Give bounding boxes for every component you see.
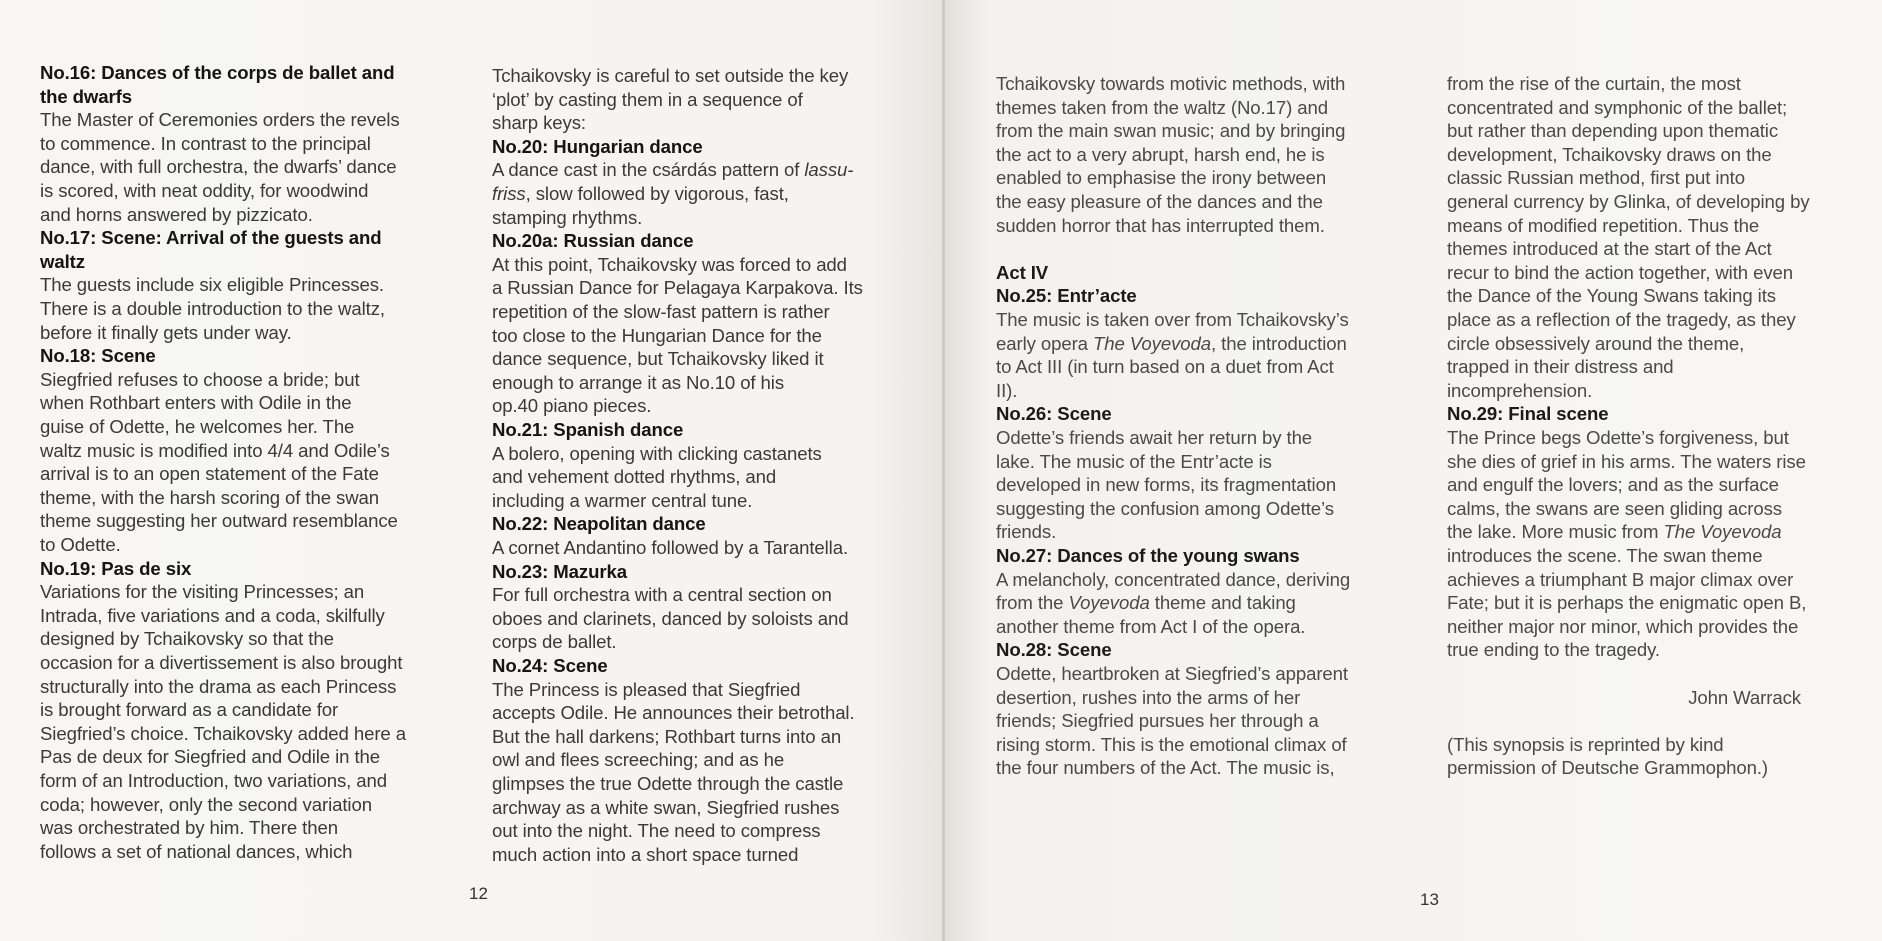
- text-line: sudden horror that has interrupted them.: [996, 214, 1325, 236]
- text-line: she dies of grief in his arms. The waters rise: [1447, 450, 1806, 472]
- text-line: occasion for a divertissement is also brought: [40, 652, 403, 673]
- section-heading: No.22: Neapolitan dance: [492, 513, 706, 535]
- text-line: achieves a triumphant B major climax over: [1447, 568, 1794, 590]
- text-line: was orchestrated by him. There then: [40, 817, 338, 839]
- text-line: the four numbers of the Act. The music is,: [996, 757, 1335, 779]
- text-line: The guests include six eligible Princesses.: [40, 274, 384, 296]
- text-line: glimpses the true Odette through the castle: [492, 773, 844, 794]
- text-line: accepts Odile. He announces their betrothal.: [492, 702, 855, 724]
- text-line: lake. The music of the Entr’acte is: [996, 450, 1272, 472]
- text-line: development, Tchaikovsky draws on the: [1447, 143, 1772, 165]
- text-line: Variations for the visiting Princesses; an: [40, 581, 365, 603]
- text-line: waltz music is modified into 4/4 and Odile’s: [40, 439, 390, 461]
- text-line: trapped in their distress and: [1447, 356, 1674, 378]
- page-number: 12: [469, 884, 488, 903]
- text-line: [996, 591, 1296, 615]
- text-segment: , the introduction: [1211, 332, 1347, 354]
- text-line: [996, 332, 1347, 356]
- text-line: theme, with the harsh scoring of the swan: [40, 486, 380, 508]
- section-heading: waltz: [40, 250, 85, 272]
- section-heading: No.26: Scene: [996, 403, 1112, 425]
- italic-title: Voyevoda: [1068, 592, 1150, 614]
- text-line: ‘plot’ by casting them in a sequence of: [492, 88, 803, 110]
- text-line: repetition of the slow-fast pattern is rather: [492, 301, 830, 322]
- text-line: At this point, Tchaikovsky was forced to add: [492, 253, 847, 275]
- text-line: true ending to the tragedy.: [1447, 639, 1660, 661]
- text-line: calms, the swans are seen gliding across: [1447, 497, 1782, 519]
- section-heading: No.16: Dances of the corps de ballet and: [40, 62, 395, 83]
- text-line: enough to arrange it as No.10 of his: [492, 371, 785, 393]
- text-line: developed in new forms, its fragmentation: [996, 474, 1337, 496]
- text-line: For full orchestra with a central section on: [492, 584, 832, 606]
- section-heading: No.27: Dances of the young swans: [996, 545, 1300, 566]
- italic-title: The Voyevoda: [1663, 521, 1782, 543]
- text-line: the Dance of the Young Swans taking its: [1447, 285, 1776, 307]
- text-line: from the main swan music; and by bringing: [996, 120, 1346, 142]
- text-line: themes taken from the waltz (No.17) and: [996, 96, 1328, 118]
- section-heading: No.25: Entr’acte: [996, 285, 1137, 307]
- text-line: Fate; but it is perhaps the enigmatic open B,: [1447, 592, 1807, 614]
- text-line: circle obsessively around the theme,: [1447, 332, 1745, 354]
- text-line: stamping rhythms.: [492, 206, 643, 228]
- text-line: the easy pleasure of the dances and the: [996, 191, 1323, 212]
- text-line: guise of Odette, he welcomes her. The: [40, 416, 355, 437]
- text-line: and horns answered by pizzicato.: [40, 203, 313, 225]
- page-13: [944, 0, 1882, 941]
- text-line: dance, with full orchestra, the dwarfs’ dance: [40, 156, 397, 178]
- text-line: Pas de deux for Siegfried and Odile in the: [40, 746, 381, 768]
- text-line: owl and flees screeching; and as he: [492, 749, 785, 771]
- text-line: before it finally gets under way.: [40, 321, 292, 343]
- booklet-fold: [942, 0, 945, 941]
- text-line: Odette’s friends await her return by the: [996, 427, 1313, 448]
- section-heading: No.29: Final scene: [1447, 403, 1609, 425]
- section-heading: No.20a: Russian dance: [492, 230, 694, 252]
- text-segment: early opera: [996, 332, 1093, 354]
- text-segment: theme and taking: [1149, 592, 1296, 614]
- section-heading: the dwarfs: [40, 85, 132, 107]
- text-line: themes introduced at the start of the Act: [1447, 238, 1772, 260]
- text-line: The music is taken over from Tchaikovsky’s: [996, 309, 1349, 330]
- text-line: designed by Tchaikovsky so that the: [40, 628, 334, 650]
- text-line: too close to the Hungarian Dance for the: [492, 324, 822, 346]
- text-line: [492, 158, 853, 182]
- text-line: oboes and clarinets, danced by soloists and: [492, 607, 849, 629]
- text-line: suggesting the confusion among Odette’s: [996, 497, 1334, 519]
- text-line: and vehement dotted rhythms, and: [492, 466, 777, 488]
- text-line: another theme from Act I of the opera.: [996, 615, 1306, 637]
- text-line: recur to bind the action together, with even: [1447, 261, 1794, 283]
- italic-title: lassu-: [804, 159, 854, 181]
- text-line: The Prince begs Odette’s forgiveness, but: [1447, 427, 1789, 448]
- text-line: There is a double introduction to the waltz,: [40, 298, 385, 319]
- author-name: John Warrack: [1688, 686, 1801, 708]
- text-line: [492, 182, 789, 206]
- text-segment: the lake. More music from: [1447, 521, 1664, 543]
- text-line: coda; however, only the second variation: [40, 793, 372, 815]
- text-line: A melancholy, concentrated dance, deriving: [996, 568, 1351, 590]
- text-line: the act to a very abrupt, harsh end, he is: [996, 143, 1325, 165]
- section-heading: No.17: Scene: Arrival of the guests and: [40, 227, 382, 249]
- text-line: A cornet Andantino followed by a Tarantella.: [492, 537, 849, 558]
- text-line: friends; Siegfried pursues her through a: [996, 710, 1319, 732]
- section-heading: No.18: Scene: [40, 345, 156, 367]
- italic-title: The Voyevoda: [1093, 332, 1212, 354]
- text-line: to Odette.: [40, 534, 121, 555]
- text-line: theme suggesting her outward resemblance: [40, 510, 398, 532]
- text-line: sharp keys:: [492, 112, 586, 134]
- text-line: enabled to emphasise the irony between: [996, 167, 1327, 189]
- text-line: to commence. In contrast to the principal: [40, 132, 371, 154]
- text-line: when Rothbart enters with Odile in the: [40, 392, 352, 414]
- text-line: Odette, heartbroken at Siegfried’s apparent: [996, 663, 1348, 684]
- section-heading: No.20: Hungarian dance: [492, 135, 703, 157]
- text-line: (This synopsis is reprinted by kind: [1447, 733, 1724, 755]
- text-line: follows a set of national dances, which: [40, 840, 353, 862]
- text-line: Tchaikovsky towards motivic methods, with: [996, 73, 1346, 94]
- text-line: is brought forward as a candidate for: [40, 699, 339, 721]
- text-line: corps de ballet.: [492, 631, 617, 653]
- section-heading: Act IV: [996, 261, 1049, 283]
- text-line: incomprehension.: [1447, 379, 1593, 401]
- text-line: archway as a white swan, Siegfried rushes: [492, 796, 840, 818]
- text-line: But the hall darkens; Rothbart turns into an: [492, 725, 842, 747]
- text-line: II).: [996, 379, 1018, 401]
- text-line: but rather than depending upon thematic: [1447, 120, 1779, 142]
- text-line: Intrada, five variations and a coda, skilfully: [40, 604, 385, 626]
- text-line: much action into a short space turned: [492, 843, 799, 865]
- text-line: and engulf the lovers; and as the surface: [1447, 474, 1779, 496]
- text-line: introduces the scene. The swan theme: [1447, 545, 1763, 566]
- text-line: structurally into the drama as each Princess: [40, 675, 397, 697]
- text-line: neither major nor minor, which provides the: [1447, 615, 1799, 637]
- text-line: concentrated and symphonic of the ballet;: [1447, 96, 1788, 118]
- section-heading: No.19: Pas de six: [40, 557, 192, 579]
- text-line: op.40 piano pieces.: [492, 395, 652, 417]
- text-line: Tchaikovsky is careful to set outside the key: [492, 65, 849, 86]
- text-line: Siegfried’s choice. Tchaikovsky added here a: [40, 722, 406, 744]
- text-line: general currency by Glinka, of developing by: [1447, 191, 1810, 212]
- text-line: is scored, with neat oddity, for woodwind: [40, 180, 369, 201]
- text-line: dance sequence, but Tchaikovsky liked it: [492, 348, 824, 370]
- section-heading: No.24: Scene: [492, 655, 608, 676]
- text-line: classic Russian method, first put into: [1447, 167, 1745, 189]
- text-line: permission of Deutsche Grammophon.): [1447, 757, 1768, 779]
- text-line: means of modified repetition. Thus the: [1447, 214, 1760, 236]
- text-line: The Princess is pleased that Siegfried: [492, 678, 801, 700]
- text-line: form of an Introduction, two variations, and: [40, 770, 388, 791]
- text-line: Siegfried refuses to choose a bride; but: [40, 368, 360, 390]
- section-heading: No.23: Mazurka: [492, 560, 627, 582]
- section-heading: No.28: Scene: [996, 639, 1112, 661]
- text-line: The Master of Ceremonies orders the revels: [40, 109, 400, 131]
- page-number: 13: [1420, 890, 1439, 909]
- text-segment: A dance cast in the csárdás pattern of: [492, 159, 805, 181]
- text-segment: , slow followed by vigorous, fast,: [525, 183, 789, 204]
- text-segment: from the: [996, 592, 1069, 614]
- text-line: A bolero, opening with clicking castanets: [492, 442, 822, 464]
- section-heading: No.21: Spanish dance: [492, 419, 684, 440]
- text-line: from the rise of the curtain, the most: [1447, 73, 1741, 94]
- italic-title: friss: [492, 183, 526, 204]
- text-line: arrival is to an open statement of the Fate: [40, 463, 379, 485]
- text-line: place as a reflection of the tragedy, as they: [1447, 309, 1796, 330]
- text-line: desertion, rushes into the arms of her: [996, 686, 1301, 708]
- text-line: a Russian Dance for Pelagaya Karpakova. Its: [492, 277, 863, 299]
- text-line: including a warmer central tune.: [492, 489, 753, 511]
- text-line: friends.: [996, 521, 1057, 543]
- text-line: [1447, 520, 1782, 544]
- text-line: to Act III (in turn based on a duet from Act: [996, 356, 1334, 378]
- text-line: out into the night. The need to compress: [492, 820, 821, 842]
- text-line: rising storm. This is the emotional climax of: [996, 733, 1347, 755]
